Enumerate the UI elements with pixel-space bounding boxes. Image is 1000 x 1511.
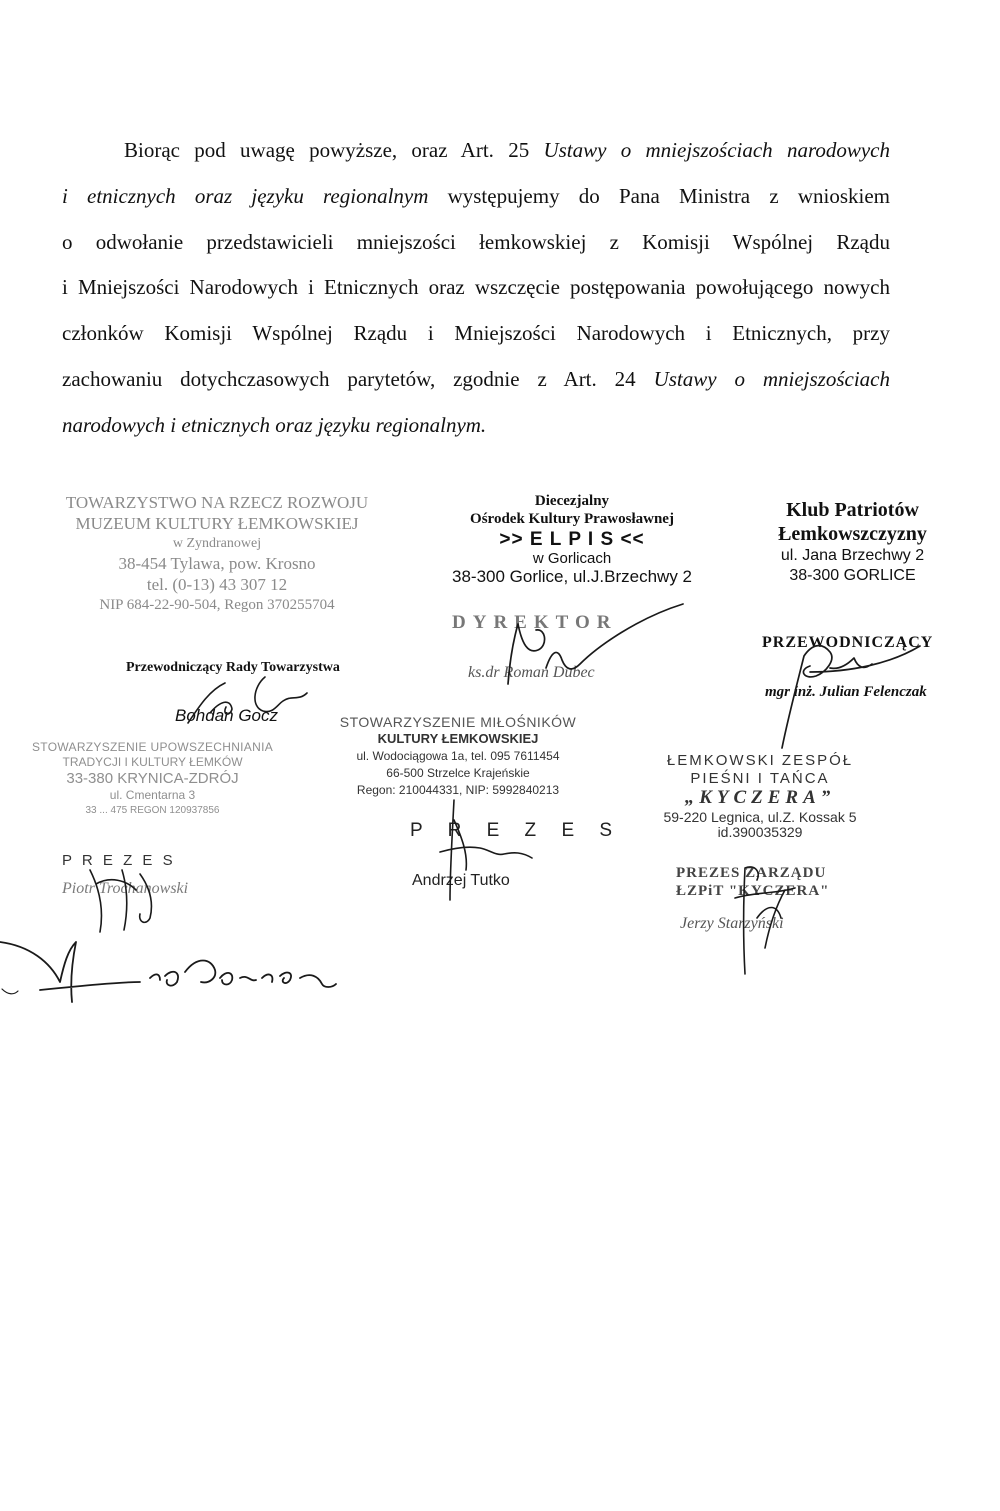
- upowszechniania-stamp-line4: ul. Cmentarna 3: [109, 788, 196, 802]
- klub-stamp-line2: Łemkowszczyzny: [778, 523, 927, 545]
- kyczera-stamp: [640, 752, 880, 840]
- milosnikow-stamp-line5: Regon: 210044331, NIP: 5992840213: [356, 783, 560, 797]
- upowszechniania-signature: [70, 850, 180, 935]
- milosnikow-stamp-line3: ul. Wodociągowa 1a, tel. 095 7611454: [356, 749, 560, 763]
- klub-stamp: [745, 498, 960, 586]
- upowszechniania-stamp-line2: TRADYCJI I KULTURY ŁEMKÓW: [62, 755, 243, 769]
- klub-stamp-line1: Klub Patriotów: [786, 499, 919, 521]
- elpis-signer-name: ks.dr Roman Dubec: [468, 664, 595, 681]
- kyczera-signer-name: Jerzy Starzyński: [680, 915, 784, 932]
- upowszechniania-stamp: [30, 740, 275, 818]
- klub-stamp-line3: ul. Jana Brzechwy 2: [780, 547, 925, 564]
- upowszechniania-role: P R E Z E S: [62, 852, 176, 869]
- upowszechniania-stamp-line5: 33 ... 475 REGON 120937856: [85, 805, 220, 816]
- elpis-stamp-line5: 38-300 Gorlice, ul.J.Brzechwy 2: [452, 567, 692, 586]
- body-line-6: zachowaniu dotychczasowych parytetów, zgodnie z Art. 24 Ustawy o mniejszościach: [62, 366, 890, 391]
- milosnikow-stamp-line2: KULTURY ŁEMKOWSKIEJ: [377, 731, 539, 746]
- elpis-stamp: [442, 492, 702, 587]
- milosnikow-stamp-line4: 66-500 Strzelce Krajeńskie: [386, 766, 530, 780]
- body-line-2: i etnicznych oraz języku regionalnym występujemy do Pana Ministra z wnioskiem: [62, 183, 890, 208]
- large-handwritten-signature: [0, 932, 340, 1007]
- kyczera-stamp-line1: ŁEMKOWSKI ZESPÓŁ: [666, 752, 854, 769]
- museum-role: Przewodniczący Rady Towarzystwa: [126, 660, 340, 675]
- museum-signature: [170, 665, 330, 725]
- body-line-1: Biorąc pod uwagę powyższe, oraz Art. 25 Ustawy o mniejszościach narodowych: [124, 138, 890, 162]
- milosnikow-stamp-line1: STOWARZYSZENIE MIŁOŚNIKÓW: [339, 714, 577, 730]
- upowszechniania-signer-name: Piotr Trochanowski: [62, 880, 189, 897]
- kyczera-stamp-line4: 59-220 Legnica, ul.Z. Kossak 5: [663, 809, 857, 825]
- kyczera-stamp-line3: „KYCZERA”: [684, 787, 836, 808]
- body-line-7: narodowych i etnicznych oraz języku regionalnym.: [62, 412, 487, 437]
- body-line-4: i Mniejszości Narodowych i Etnicznych oraz wszczęcie postępowania powołującego nowych: [62, 275, 890, 300]
- milosnikow-signer-name: Andrzej Tutko: [412, 872, 510, 889]
- milosnikow-role: P R E Z E S: [410, 820, 623, 841]
- body-paragraph: [62, 128, 890, 449]
- museum-signer-name: Bohdan Gocz: [175, 706, 279, 725]
- kyczera-role-line1: PREZES ZARZĄDU: [676, 865, 827, 881]
- museum-stamp-line4: 38-454 Tylawa, pow. Krosno: [118, 554, 316, 573]
- edge-mark-icon: [0, 985, 20, 999]
- elpis-signature: [488, 598, 688, 688]
- kyczera-role-line2: ŁZPiT "KYCZERA": [676, 883, 830, 899]
- museum-stamp-line1: TOWARZYSTWO NA RZECZ ROZWOJU: [65, 493, 369, 512]
- museum-stamp: [62, 492, 372, 616]
- milosnikow-signature: [420, 790, 535, 905]
- upowszechniania-stamp-line1: STOWARZYSZENIE UPOWSZECHNIANIA: [31, 740, 274, 754]
- klub-role: PRZEWODNICZĄCY: [762, 634, 934, 651]
- klub-stamp-line4: 38-300 GORLICE: [789, 567, 916, 584]
- museum-stamp-line3: w Zyndranowej: [172, 536, 262, 551]
- elpis-role: DYREKTOR: [452, 612, 618, 633]
- museum-stamp-line2: MUZEUM KULTURY ŁEMKOWSKIEJ: [75, 514, 359, 533]
- body-line-3: o odwołanie przedstawicieli mniejszości łemkowskiej z Komisji Wspólnej Rządu: [62, 229, 890, 254]
- elpis-stamp-line2: Ośrodek Kultury Prawosławnej: [470, 511, 674, 527]
- museum-stamp-line6: NIP 684-22-90-504, Regon 370255704: [99, 597, 335, 613]
- klub-signer-name: mgr inż. Julian Felenczak: [765, 684, 927, 700]
- klub-signature: [770, 628, 930, 753]
- elpis-stamp-line3: >> E L P I S <<: [499, 529, 645, 550]
- museum-stamp-line5: tel. (0-13) 43 307 12: [146, 575, 288, 594]
- milosnikow-stamp: [318, 714, 598, 799]
- kyczera-stamp-line5: id.390035329: [717, 824, 803, 840]
- kyczera-signature: [715, 858, 810, 978]
- kyczera-stamp-line2: PIEŚNI I TAŃCA: [690, 770, 830, 787]
- body-line-5: członków Komisji Wspólnej Rządu i Mniejszości Narodowych i Etnicznych, przy: [62, 321, 890, 346]
- upowszechniania-stamp-line3: 33-380 KRYNICA-ZDRÓJ: [66, 770, 239, 787]
- elpis-stamp-line1: Diecezjalny: [534, 493, 610, 509]
- elpis-stamp-line4: w Gorlicach: [532, 550, 612, 567]
